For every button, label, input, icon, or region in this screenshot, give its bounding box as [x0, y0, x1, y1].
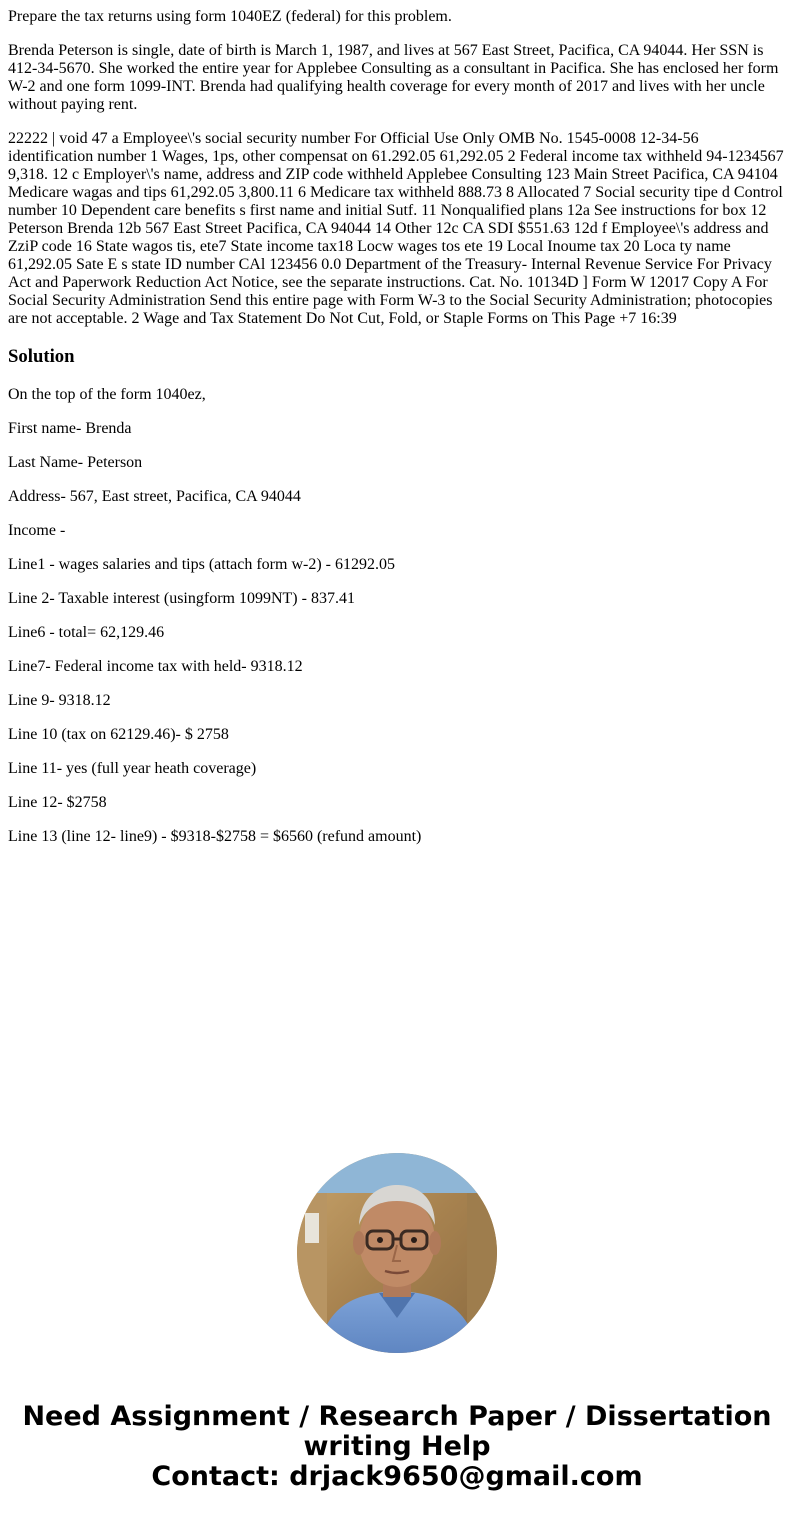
- solution-heading: Solution: [8, 346, 75, 367]
- promo-footer: [0, 1402, 794, 1492]
- solution-line: Line 11- yes (full year heath coverage): [8, 760, 257, 777]
- solution-line: First name- Brenda: [8, 420, 132, 437]
- w2-text-paragraph: 22222 | void 47 a Employee\'s social security number For Official Use Only OMB No. 1545-0008 12-34-56 identification number 1 Wages, 1ps, other compensat on 61.292.05 61,292.05 2 Federal income tax withheld 94-1234567 9,318. 12 c Employer\'s name, address and ZIP code withheld Applebee Consulting 123 Main Street Pacifica, CA 94104 Medicare wagas and tips 61,292.05 3,800.11 6 Medicare tax withheld 888.73 8 Allocated 7 Social security tipe d Control number 10 Dependent care benefits s first name and initial Sutf. 11 Nonqualified plans 12a See instructions for box 12 Peterson Brenda 12b 567 East Street Pacifica, CA 94044 14 Other 12c CA SDI $551.63 12d f Employee\'s address and ZziP code 16 State wagos tis, ete7 State income tax18 Locw wages tos ete 19 Local Inoume tax 20 Loca ty name 61,292.05 Sate E s state ID number CAl 123456 0.0 Department of the Treasury- Internal Revenue Service For Privacy Act and Paperwork Reduction Act Notice, see the separate instructions. Cat. No. 10134D ] Form W 12017 Copy A For Social Security Administration Send this entire page with Form W-3 to the Social Security Administration; photocopies are not acceptable. 2 Wage and Tax Statement Do Not Cut, Fold, or Staple Forms on This Page +7 16:39: [8, 130, 784, 327]
- solution-line: Last Name- Peterson: [8, 454, 143, 471]
- solution-line: Address- 567, East street, Pacifica, CA 94044: [8, 488, 301, 505]
- author-portrait-icon: [297, 1153, 497, 1353]
- problem-paragraph: Brenda Peterson is single, date of birth is March 1, 1987, and lives at 567 East Street, Pacifica, CA 94044. Her SSN is 412-34-5670. She worked the entire year for Applebee Consulting as a consultant in Pacifica. She has enclosed her form W-2 and one form 1099-INT. Brenda had qualifying health coverage for every month of 2017 and lives with her uncle without paying rent.: [8, 42, 779, 113]
- solution-line: Line 10 (tax on 62129.46)- $ 2758: [8, 726, 229, 743]
- solution-line: On the top of the form 1040ez,: [8, 386, 206, 403]
- intro-paragraph: Prepare the tax returns using form 1040EZ (federal) for this problem.: [8, 8, 452, 25]
- solution-line: Income -: [8, 522, 66, 539]
- solution-line: Line 2- Taxable interest (usingform 1099NT) - 837.41: [8, 590, 355, 607]
- footer-line-2: writing Help: [303, 1431, 491, 1462]
- solution-line: Line7- Federal income tax with held- 9318.12: [8, 658, 303, 675]
- document-body: [8, 0, 786, 862]
- solution-line: Line1 - wages salaries and tips (attach form w-2) - 61292.05: [8, 556, 395, 573]
- solution-line: Line 13 (line 12- line9) - $9318-$2758 = $6560 (refund amount): [8, 828, 422, 845]
- footer-contact: Contact: drjack9650@gmail.com: [151, 1461, 643, 1492]
- solution-line: Line 9- 9318.12: [8, 692, 111, 709]
- solution-section: [8, 386, 786, 846]
- solution-line: Line6 - total= 62,129.46: [8, 624, 165, 641]
- footer-line-1: Need Assignment / Research Paper / Dissertation: [22, 1401, 772, 1432]
- author-avatar: [297, 1153, 497, 1353]
- solution-line: Line 12- $2758: [8, 794, 107, 811]
